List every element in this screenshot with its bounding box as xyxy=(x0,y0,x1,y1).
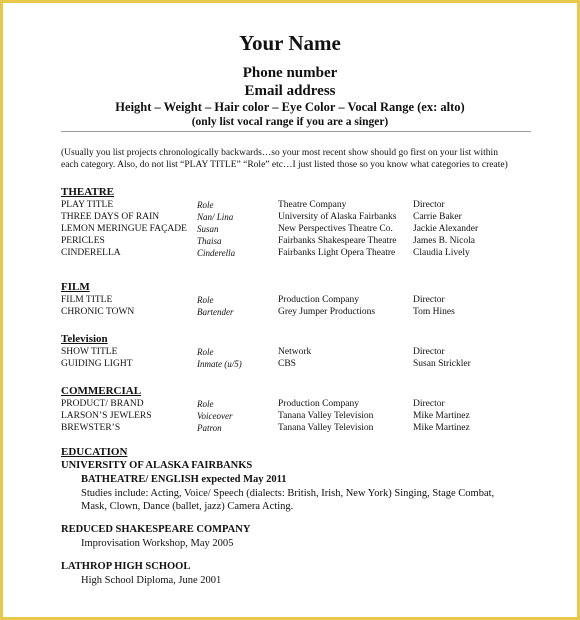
credit-role: Susan xyxy=(197,224,219,234)
credit-title: BREWSTER’S xyxy=(61,423,121,433)
credit-role: Role xyxy=(197,295,214,305)
school-name: UNIVERSITY OF ALASKA FAIRBANKS xyxy=(61,460,253,471)
television-heading: Television xyxy=(61,333,108,345)
degree: BATHEATRE/ ENGLISH expected May 2011 xyxy=(81,474,287,485)
credit-title: CINDERELLA xyxy=(61,248,121,258)
credit-director: Jackie Alexander xyxy=(413,224,479,234)
credit-director: Mike Martinez xyxy=(413,411,470,421)
credit-role: Bartender xyxy=(197,307,234,317)
training-detail: High School Diploma, June 2001 xyxy=(81,575,222,586)
credit-director: Mike Martinez xyxy=(413,423,470,433)
credit-company: Production Company xyxy=(278,295,360,305)
credit-title: FILM TITLE xyxy=(61,295,113,305)
credit-title: LARSON’S JEWLERS xyxy=(61,411,152,421)
school-name: REDUCED SHAKESPEARE COMPANY xyxy=(61,524,251,535)
credit-director: Tom Hines xyxy=(413,307,455,317)
resume-name: Your Name xyxy=(239,31,341,55)
email-address: Email address xyxy=(244,83,336,99)
credit-title: GUIDING LIGHT xyxy=(61,359,133,369)
credit-title: LEMON MERINGUE FAÇADE xyxy=(61,224,187,234)
credit-company: Fairbanks Shakespeare Theatre xyxy=(278,236,397,246)
credit-director: Claudia Lively xyxy=(413,248,470,258)
studies-line: Mask, Clown, Dance (ballet, jazz) Camera Acting. xyxy=(81,501,294,512)
credit-director: Director xyxy=(413,347,445,357)
credit-role: Voiceover xyxy=(197,411,233,421)
credit-role: Role xyxy=(197,200,214,210)
phone-number: Phone number xyxy=(242,65,338,81)
credit-director: Carrie Baker xyxy=(413,212,462,222)
credit-role: Role xyxy=(197,347,214,357)
education-heading: EDUCATION xyxy=(61,446,128,458)
header-divider xyxy=(61,131,531,132)
credit-director: James B. Nicola xyxy=(413,236,476,246)
credit-role: Role xyxy=(197,399,214,409)
training-detail: Improvisation Workshop, May 2005 xyxy=(81,538,234,549)
credit-director: Director xyxy=(413,399,445,409)
credit-company: Tanana Valley Television xyxy=(278,411,374,421)
credit-title: PLAY TITLE xyxy=(61,200,114,210)
credit-title: THREE DAYS OF RAIN xyxy=(61,212,160,222)
note-line: each category. Also, do not list “PLAY TITLE” “Role” etc…I just listed those so you know what categories to create) xyxy=(61,159,508,170)
credit-director: Director xyxy=(413,200,445,210)
credit-title: PERICLES xyxy=(61,236,105,246)
commercial-heading: COMMERCIAL xyxy=(61,385,142,397)
credit-role: Inmate (u/5) xyxy=(197,359,242,369)
credit-company: New Perspectives Theatre Co. xyxy=(278,224,393,234)
film-heading: FILM xyxy=(61,281,90,293)
credit-company: Production Company xyxy=(278,399,360,409)
credit-company: Theatre Company xyxy=(278,200,347,210)
credit-director: Susan Strickler xyxy=(413,359,471,369)
credit-role: Cinderella xyxy=(197,248,236,258)
credit-title: SHOW TITLE xyxy=(61,347,118,357)
credit-title: CHRONIC TOWN xyxy=(61,307,135,317)
credit-role: Nan/ Lina xyxy=(197,212,234,222)
physical-stats: Height – Weight – Hair color – Eye Color – Vocal Range (ex: alto) xyxy=(115,100,465,114)
school-name: LATHROP HIGH SCHOOL xyxy=(61,561,191,572)
credit-company: Grey Jumper Productions xyxy=(278,307,376,317)
credit-company: Fairbanks Light Opera Theatre xyxy=(278,248,396,258)
note-line: (Usually you list projects chronologically backwards…so your most recent show should go first on your list within xyxy=(61,148,498,158)
credit-director: Director xyxy=(413,295,445,305)
credit-role: Thaisa xyxy=(197,236,222,246)
studies-line: Studies include: Acting, Voice/ Speech (dialects: British, Irish, New York) Singing, Stage Combat, xyxy=(81,488,495,499)
credit-company: Network xyxy=(278,347,312,357)
credit-title: PRODUCT/ BRAND xyxy=(61,399,144,409)
credit-company: Tanana Valley Television xyxy=(278,423,374,433)
vocal-range-note: (only list vocal range if you are a singer) xyxy=(191,116,389,128)
credit-company: CBS xyxy=(278,359,296,369)
credit-company: University of Alaska Fairbanks xyxy=(278,212,397,222)
theatre-heading: THEATRE xyxy=(61,186,114,198)
instruction-note xyxy=(61,148,531,171)
resume-page xyxy=(3,3,577,617)
credit-role: Patron xyxy=(197,423,222,433)
